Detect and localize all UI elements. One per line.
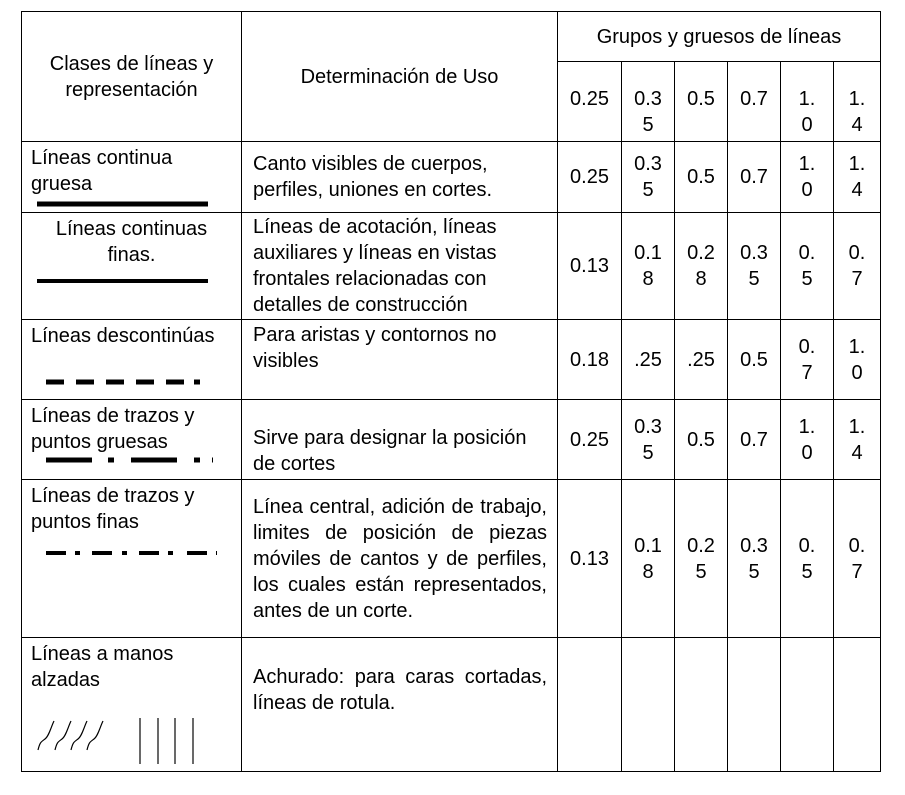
row-value-cell <box>674 479 728 638</box>
row-value: 0.35 <box>634 415 662 464</box>
row-class-cell <box>21 141 242 213</box>
row-value: 0.35 <box>740 534 768 583</box>
row-value-cell <box>621 479 675 638</box>
group-value-cell <box>833 61 881 142</box>
row-value: 0.18 <box>634 242 662 290</box>
row-class-text: Líneas continua gruesa <box>31 147 173 195</box>
row-use-cell <box>241 479 558 638</box>
row-value-cell <box>674 399 728 480</box>
group-value: 0.25 <box>570 88 609 110</box>
row-class-text: Líneas de trazos y puntos gruesas <box>31 405 195 453</box>
group-value: 0.7 <box>740 88 768 110</box>
row-value: 0.25 <box>687 534 715 583</box>
row-use-text: Para aristas y contornos no visibles <box>253 324 497 372</box>
row-value-cell <box>833 319 881 400</box>
thick-solid-line-sample <box>22 142 242 213</box>
row-value-cell <box>833 399 881 480</box>
row-value: 0.7 <box>740 166 768 188</box>
row-use-cell <box>241 399 558 480</box>
row-value-cell <box>833 637 881 772</box>
row-value-cell <box>674 319 728 400</box>
row-class-cell <box>21 212 242 320</box>
row-value: .25 <box>687 348 715 371</box>
row-value-cell <box>780 399 834 480</box>
row-value: 0.35 <box>634 153 662 201</box>
row-value-cell <box>621 319 675 400</box>
group-value-cell <box>780 61 834 142</box>
row-value: 1.0 <box>848 335 866 384</box>
row-class-text: Líneas descontinúas <box>31 325 215 347</box>
row-value-cell <box>621 141 675 213</box>
row-value-cell <box>727 637 781 772</box>
header-groups-text: Grupos y gruesos de líneas <box>596 25 842 48</box>
row-use-cell <box>241 141 558 213</box>
row-value: 0.5 <box>798 534 816 583</box>
row-value-cell <box>833 141 881 213</box>
row-use-text: Sirve para designar la posición de cortes <box>253 427 527 475</box>
group-value: 1.0 <box>798 88 816 136</box>
header-use-text: Determinación de Uso <box>300 66 499 88</box>
row-value: 0.7 <box>848 242 866 290</box>
row-value: 0.25 <box>570 166 609 188</box>
row-value-cell <box>557 141 622 213</box>
row-value: 1.4 <box>848 153 866 201</box>
row-value-cell <box>727 399 781 480</box>
row-value: 0.7 <box>798 335 816 384</box>
group-value-cell <box>674 61 728 142</box>
row-value: 0.13 <box>570 255 609 277</box>
row-value: .25 <box>634 348 662 371</box>
row-value-cell <box>780 319 834 400</box>
row-value: 0.7 <box>848 534 866 583</box>
row-value: 0.18 <box>570 348 609 371</box>
row-value-cell <box>621 637 675 772</box>
row-value-cell <box>557 637 622 772</box>
row-value-cell <box>557 212 622 320</box>
row-value-cell <box>833 212 881 320</box>
group-value-cell <box>621 61 675 142</box>
row-value-cell <box>780 141 834 213</box>
row-value: 0.5 <box>740 348 768 371</box>
row-value-cell <box>674 141 728 213</box>
row-value: 0.35 <box>740 242 768 290</box>
row-value-cell <box>621 399 675 480</box>
header-classes-text: Clases de líneas y representación <box>49 52 214 101</box>
row-value: 1.0 <box>798 415 816 464</box>
group-value: 0.35 <box>634 88 662 136</box>
group-value-cell <box>727 61 781 142</box>
row-class-text: Líneas de trazos y puntos finas <box>31 485 195 533</box>
row-value: 1.4 <box>848 415 866 464</box>
row-use-cell <box>241 319 558 400</box>
row-use-text: Canto visibles de cuerpos, perfiles, uniones en cortes. <box>253 153 493 201</box>
thick-dash-dot-line-sample <box>22 400 242 480</box>
row-value: 1.0 <box>798 153 816 201</box>
group-value: 1.4 <box>848 88 866 136</box>
row-value-cell <box>780 479 834 638</box>
row-value: 0.28 <box>687 242 715 290</box>
row-class-cell <box>21 479 242 638</box>
row-value-cell <box>780 212 834 320</box>
row-class-text: Líneas continuas finas. <box>55 218 208 266</box>
row-value-cell <box>557 399 622 480</box>
row-value-cell <box>674 637 728 772</box>
dashed-line-sample <box>22 320 242 400</box>
freehand-line-sample <box>22 638 242 772</box>
row-use-text: Achurado: para caras cortadas, líneas de rotula. <box>253 666 547 714</box>
row-value-cell <box>557 479 622 638</box>
row-value: 0.7 <box>740 428 768 451</box>
row-value: 0.13 <box>570 547 609 570</box>
row-value: 0.5 <box>687 166 715 188</box>
row-value-cell <box>621 212 675 320</box>
row-value-cell <box>727 212 781 320</box>
group-value: 0.5 <box>687 88 715 110</box>
row-value-cell <box>727 319 781 400</box>
row-value: 0.18 <box>634 534 662 583</box>
row-use-cell <box>241 212 558 320</box>
row-use-cell <box>241 637 558 772</box>
row-class-cell <box>21 637 242 772</box>
thin-solid-line-sample <box>22 213 242 320</box>
row-value: 0.25 <box>570 428 609 451</box>
row-value-cell <box>727 479 781 638</box>
row-value: 0.5 <box>687 428 715 451</box>
thin-dash-dot-line-sample <box>22 480 242 638</box>
row-value-cell <box>674 212 728 320</box>
row-value: 0.5 <box>798 242 816 290</box>
header-groups <box>557 11 881 62</box>
row-value-cell <box>780 637 834 772</box>
row-value-cell <box>833 479 881 638</box>
row-class-cell <box>21 319 242 400</box>
row-use-text: Línea central, adición de trabajo, limites de posición de piezas móviles de cantos y de perfiles, los cuales están representados, antes de un corte. <box>253 495 547 622</box>
row-use-text: Líneas de acotación, líneas auxiliares y líneas en vistas frontales relacionadas con detalles de construcción <box>253 216 497 316</box>
row-value-cell <box>727 141 781 213</box>
header-use <box>241 11 558 142</box>
row-class-text: Líneas a manos alzadas <box>31 643 174 691</box>
row-value-cell <box>557 319 622 400</box>
header-classes <box>21 11 242 142</box>
group-value-cell <box>557 61 622 142</box>
row-class-cell <box>21 399 242 480</box>
